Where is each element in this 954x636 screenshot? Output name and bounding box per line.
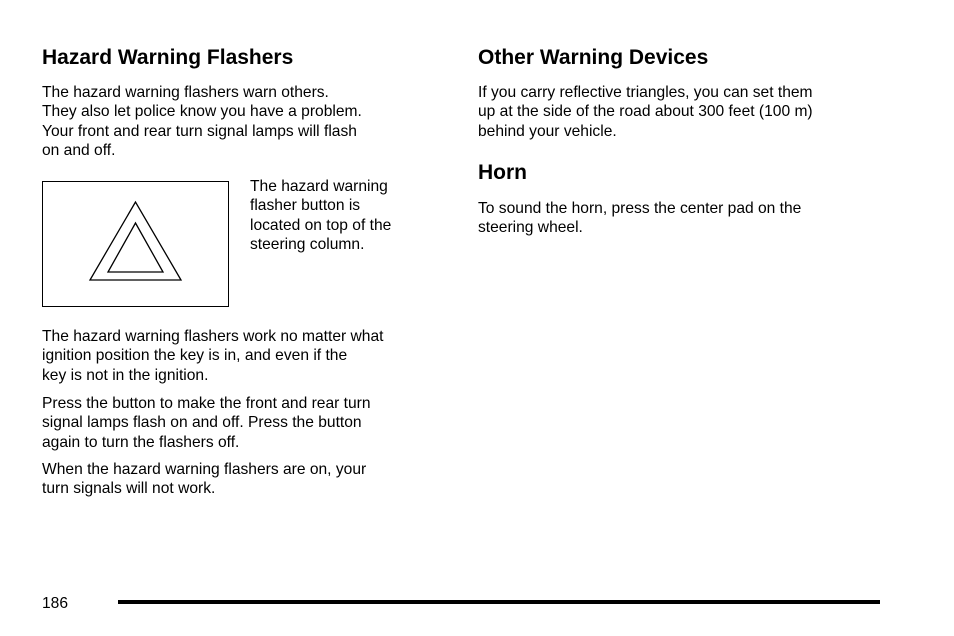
- hazard-ignition-paragraph: [42, 327, 384, 385]
- reflective-triangles-paragraph: [478, 83, 813, 141]
- page-number: 186: [42, 595, 69, 612]
- hazard-button-figure: [42, 181, 229, 307]
- caption-line: The hazard warning: [250, 178, 388, 195]
- footer-rule: [118, 600, 880, 604]
- hazard-intro-paragraph: [42, 83, 362, 161]
- hazard-warning-flashers-heading: Hazard Warning Flashers: [42, 46, 294, 69]
- paragraph-line: If you carry reflective triangles, you can set them: [478, 84, 813, 101]
- paragraph-line: signal lamps flash on and off. Press the button: [42, 414, 362, 432]
- paragraph-line: up at the side of the road about 300 feet (100 m): [478, 103, 813, 121]
- paragraph-line: The hazard warning flashers work no matter what: [42, 328, 384, 345]
- caption-line: located on top of the: [250, 216, 392, 234]
- horn-heading: Horn: [478, 161, 527, 184]
- paragraph-line: When the hazard warning flashers are on, your: [42, 461, 367, 478]
- hazard-press-button-paragraph: [42, 394, 371, 452]
- paragraph-line: To sound the horn, press the center pad on the: [478, 200, 802, 217]
- paragraph-line: Press the button to make the front and rear turn: [42, 395, 371, 412]
- paragraph-line: ignition position the key is in, and even if the: [42, 347, 348, 365]
- paragraph-line: Your front and rear turn signal lamps will flash: [42, 122, 357, 140]
- other-warning-devices-heading: Other Warning Devices: [478, 46, 709, 69]
- paragraph-line: key is not in the ignition.: [42, 366, 209, 384]
- paragraph-line: again to turn the flashers off.: [42, 433, 240, 451]
- paragraph-line: They also let police know you have a problem.: [42, 103, 362, 121]
- paragraph-line: steering wheel.: [478, 219, 583, 237]
- caption-line: flasher button is: [250, 197, 361, 215]
- paragraph-line: turn signals will not work.: [42, 480, 216, 498]
- caption-line: steering column.: [250, 236, 365, 254]
- horn-paragraph: [478, 199, 801, 238]
- paragraph-line: on and off.: [42, 142, 116, 160]
- hazard-turn-signals-paragraph: [42, 460, 366, 499]
- paragraph-line: behind your vehicle.: [478, 122, 617, 140]
- hazard-triangle-icon: [43, 182, 228, 306]
- figure-caption: [250, 177, 391, 255]
- paragraph-line: The hazard warning flashers warn others.: [42, 84, 329, 101]
